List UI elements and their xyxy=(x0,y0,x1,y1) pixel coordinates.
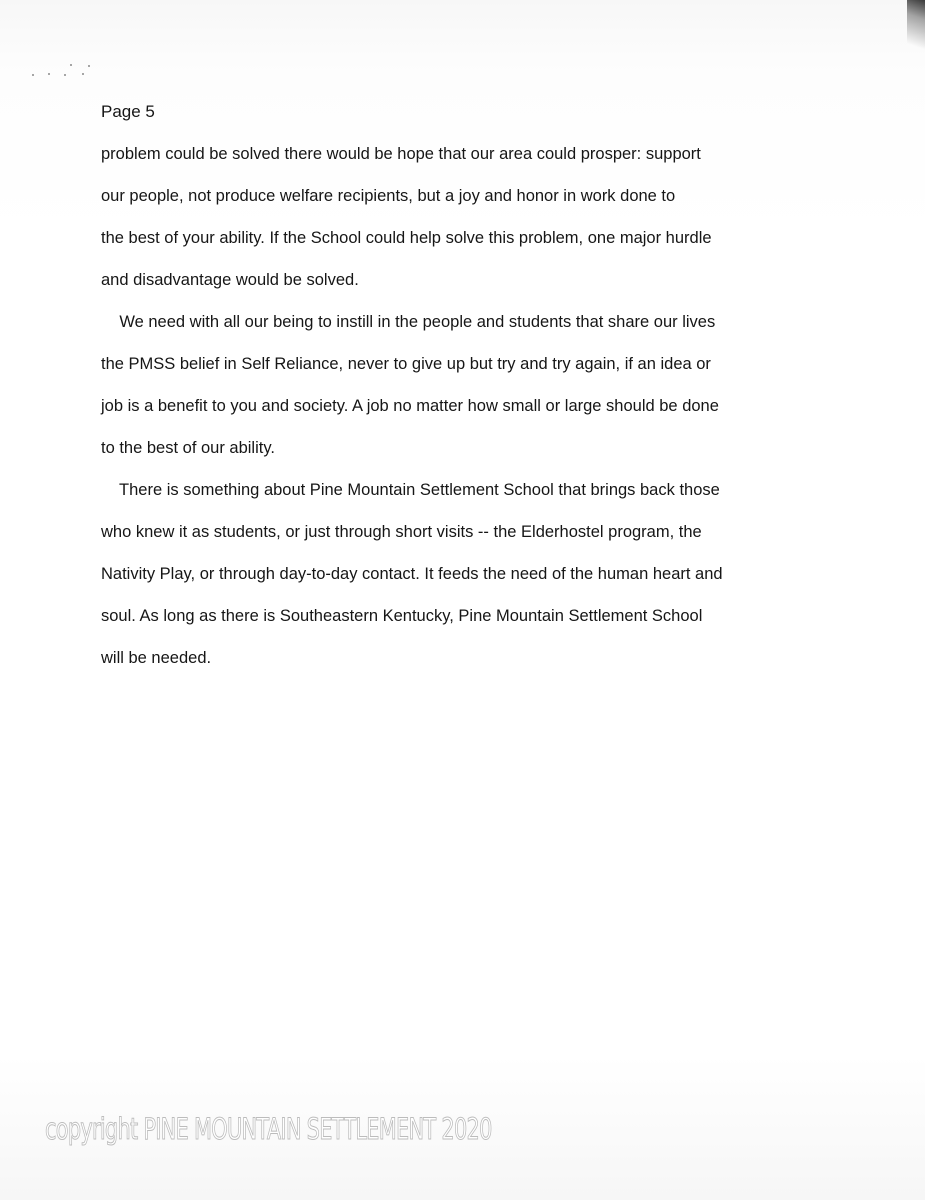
text-line: problem could be solved there would be hope that our area could prosper: support xyxy=(101,145,701,163)
page-number: Page 5 xyxy=(101,102,155,121)
text-line: There is something about Pine Mountain Settlement School that brings back those xyxy=(101,481,720,499)
scan-speck xyxy=(88,65,90,67)
text-line: to the best of our ability. xyxy=(101,439,275,457)
scan-speck xyxy=(64,74,66,76)
text-line: the best of your ability. If the School could help solve this problem, one major hurdle xyxy=(101,229,712,247)
text-line: who knew it as students, or just through short visits -- the Elderhostel program, the xyxy=(101,523,702,541)
body-text xyxy=(101,143,861,689)
scan-speck xyxy=(82,73,84,75)
scan-speck xyxy=(70,64,72,66)
text-line: soul. As long as there is Southeastern Kentucky, Pine Mountain Settlement School xyxy=(101,607,703,625)
text-line: the PMSS belief in Self Reliance, never to give up but try and try again, if an idea or xyxy=(101,355,711,373)
text-line: job is a benefit to you and society. A job no matter how small or large should be done xyxy=(101,397,719,415)
text-line: Nativity Play, or through day-to-day contact. It feeds the need of the human heart and xyxy=(101,565,723,583)
scan-speck xyxy=(32,74,34,76)
text-line: our people, not produce welfare recipients, but a joy and honor in work done to xyxy=(101,187,676,205)
text-line: will be needed. xyxy=(101,649,212,667)
scan-specks xyxy=(30,62,100,82)
scan-speck xyxy=(48,73,50,75)
scan-edge-shadow xyxy=(907,0,925,60)
copyright-watermark: copyright PINE MOUNTAIN SETTLEMENT 2020 xyxy=(45,1112,492,1146)
text-line: We need with all our being to instill in the people and students that share our lives xyxy=(101,313,716,331)
text-line: and disadvantage would be solved. xyxy=(101,271,359,289)
